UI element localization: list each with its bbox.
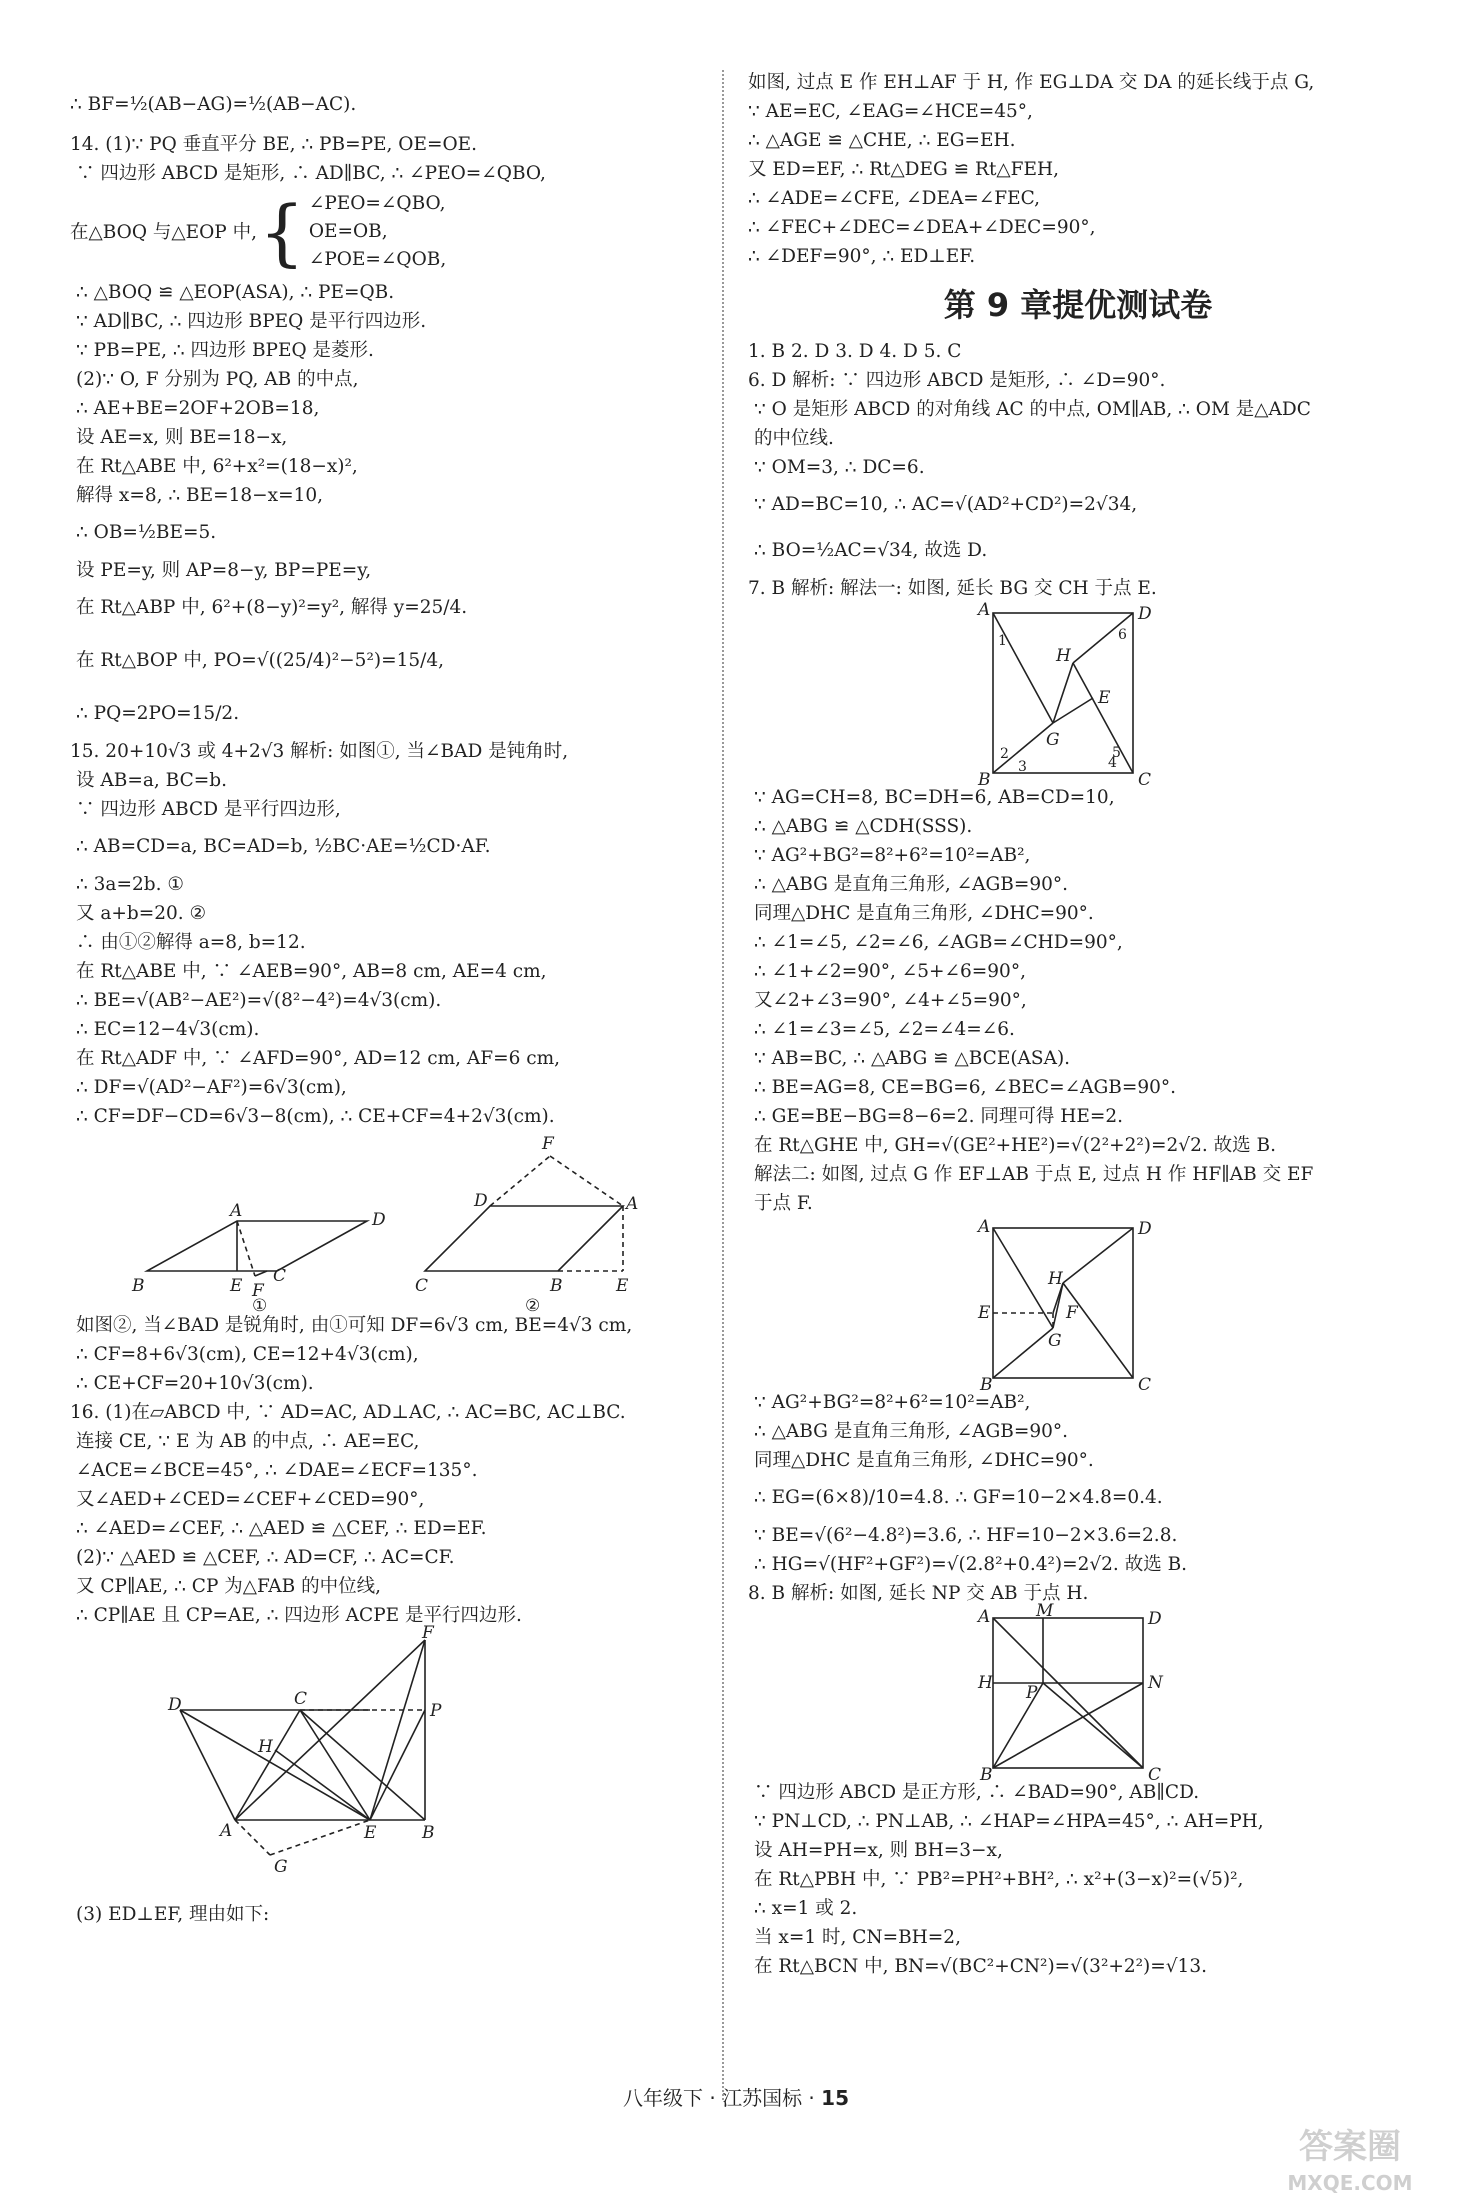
fig-label: 5 <box>1112 745 1121 761</box>
fig-label: E <box>230 1276 243 1296</box>
text-line: ∵ BE=√(6²−4.8²)=3.6, ∴ HF=10−2×3.6=2.8. <box>754 1525 1178 1546</box>
text-line: ∴ 由①②解得 a=8, b=12. <box>76 932 306 953</box>
fig-label: A <box>978 600 991 620</box>
answers-1-5: 1. B 2. D 3. D 4. D 5. C <box>748 341 962 362</box>
fig-label: G <box>1048 1331 1062 1351</box>
text-line: ∴ △ABG 是直角三角形, ∠AGB=90°. <box>754 1421 1069 1442</box>
text-line: 连接 CE, ∵ E 为 AB 的中点, ∴ AE=EC, <box>76 1431 420 1452</box>
fig-label: B <box>980 1375 993 1395</box>
text-line: ∴ CP∥AE 且 CP=AE, ∴ 四边形 ACPE 是平行四边形. <box>76 1605 522 1626</box>
text-line: 在 Rt△ABE 中, ∵ ∠AEB=90°, AB=8 cm, AE=4 cm, <box>76 961 547 982</box>
brace-row: OE=OB, <box>308 221 388 242</box>
text-line: 又 ED=EF, ∴ Rt△DEG ≌ Rt△FEH, <box>748 159 1060 180</box>
fig-label: F <box>542 1134 554 1154</box>
figure-7a <box>748 600 1408 790</box>
text-line: ∠ACE=∠BCE=45°, ∴ ∠DAE=∠ECF=135°. <box>76 1460 478 1481</box>
text-line: ∴ △AGE ≌ △CHE, ∴ EG=EH. <box>748 130 1016 151</box>
fig-label: G <box>1046 730 1060 750</box>
watermark-logo <box>1250 2118 1450 2198</box>
fig-label: P <box>430 1701 442 1721</box>
fig-label: C <box>415 1276 429 1296</box>
question-8: 8. B 解析: 如图, 延长 NP 交 AB 于点 H. <box>748 1583 1089 1604</box>
text-line: 设 AE=x, 则 BE=18−x, <box>76 427 288 448</box>
fig-label: B <box>550 1276 563 1296</box>
text-line: ∵ 四边形 ABCD 是平行四边形, <box>76 799 341 820</box>
text-line: ∵ AG²+BG²=8²+6²=10²=AB², <box>754 1392 1031 1413</box>
text-line: ∵ AB=BC, ∴ △ABG ≌ △BCE(ASA). <box>754 1048 1071 1069</box>
text-line: ∴ ∠FEC+∠DEC=∠DEA+∠DEC=90°, <box>748 217 1096 238</box>
text-line: ∴ ∠1=∠5, ∠2=∠6, ∠AGB=∠CHD=90°, <box>754 932 1123 953</box>
fig-label: F <box>252 1281 264 1301</box>
text-line: ∴ ∠AED=∠CEF, ∴ △AED ≌ △CEF, ∴ ED=EF. <box>76 1518 487 1539</box>
fig-label: 3 <box>1018 759 1027 775</box>
text-line: ∵ AG²+BG²=8²+6²=10²=AB², <box>754 845 1031 866</box>
text-line: ∴ CE+CF=20+10√3(cm). <box>76 1373 314 1394</box>
text-line: ∴ EC=12−4√3(cm). <box>76 1019 260 1040</box>
fig-label: D <box>372 1210 386 1230</box>
fig-label: E <box>1098 688 1111 708</box>
text-line: 在 Rt△ABP 中, 6²+(8−y)²=y², 解得 y=25/4. <box>76 597 468 618</box>
text-line: 于点 F. <box>754 1193 813 1214</box>
text-line: 又∠2+∠3=90°, ∠4+∠5=90°, <box>754 990 1027 1011</box>
fig-label: ① <box>252 1296 268 1316</box>
fig-label: B <box>422 1823 435 1843</box>
text-line: ∴ OB=½BE=5. <box>76 522 217 543</box>
text-line: (3) ED⊥EF, 理由如下: <box>76 1904 270 1925</box>
fig-label: C <box>294 1689 308 1709</box>
text-line: 如图②, 当∠BAD 是锐角时, 由①可知 DF=6√3 cm, BE=4√3 cm, <box>76 1315 633 1336</box>
fig-label: D <box>1138 1219 1152 1239</box>
text-line: 在 Rt△BOP 中, PO=√((25/4)²−5²)=15/4, <box>76 650 445 671</box>
text-line: ∴ BE=AG=8, CE=BG=6, ∠BEC=∠AGB=90°. <box>754 1077 1176 1098</box>
text-line: 在 Rt△GHE 中, GH=√(GE²+HE²)=√(2²+2²)=2√2. 故选 B. <box>754 1135 1276 1156</box>
page-footer <box>0 2082 1472 2111</box>
text-line: 当 x=1 时, CN=BH=2, <box>754 1927 961 1948</box>
fig-label: C <box>1148 1765 1162 1785</box>
text-line: 设 AH=PH=x, 则 BH=3−x, <box>754 1840 1003 1861</box>
question-6: 6. D 解析: ∵ 四边形 ABCD 是矩形, ∴ ∠D=90°. <box>748 370 1166 391</box>
fig-label: D <box>1138 604 1152 624</box>
text-line: 又 CP∥AE, ∴ CP 为△FAB 的中位线, <box>76 1576 381 1597</box>
fig-label: D <box>168 1695 182 1715</box>
text-line: ∴ BE=√(AB²−AE²)=√(8²−4²)=4√3(cm). <box>76 990 442 1011</box>
text-line: ∵ PB=PE, ∴ 四边形 BPEQ 是菱形. <box>76 340 374 361</box>
text-line: ∴ △ABG 是直角三角形, ∠AGB=90°. <box>754 874 1069 895</box>
chapter-title: 第 9 章提优测试卷 <box>943 286 1213 324</box>
text-line: ∴ AE+BE=2OF+2OB=18, <box>76 398 320 419</box>
fig-label: H <box>1056 646 1071 666</box>
text-line: 同理△DHC 是直角三角形, ∠DHC=90°. <box>754 1450 1094 1471</box>
fig-label: P <box>1026 1683 1038 1703</box>
fig-label: D <box>1148 1609 1162 1629</box>
fig-label: 1 <box>998 633 1007 649</box>
text-line: ∴ CF=DF−CD=6√3−8(cm), ∴ CE+CF=4+2√3(cm). <box>76 1106 555 1127</box>
text-line: ∴ BO=½AC=√34, 故选 D. <box>754 540 988 561</box>
text-line: ∵ AD=BC=10, ∴ AC=√(AD²+CD²)=2√34, <box>754 494 1138 515</box>
brace-symbol: { <box>259 190 305 274</box>
text-line: ∴ ∠ADE=∠CFE, ∠DEA=∠FEC, <box>748 188 1041 209</box>
brace-row: ∠PEO=∠QBO, <box>308 193 446 214</box>
question-16: 16. (1)在▱ABCD 中, ∵ AD=AC, AD⊥AC, ∴ AC=BC, AC⊥BC. <box>70 1402 626 1423</box>
text-line: ∴ BF=½(AB−AG)=½(AB−AC). <box>70 94 357 115</box>
text-line: ∴ ∠1=∠3=∠5, ∠2=∠4=∠6. <box>754 1019 1015 1040</box>
text-line: ∴ PQ=2PO=15/2. <box>76 703 240 724</box>
text-line: ∴ DF=√(AD²−AF²)=6√3(cm), <box>76 1077 347 1098</box>
text-line: 在 Rt△BCN 中, BN=√(BC²+CN²)=√(3²+2²)=√13. <box>754 1956 1207 1977</box>
fig-label: F <box>422 1623 434 1643</box>
fig-label: C <box>1138 1375 1152 1395</box>
fig-label: E <box>978 1303 991 1323</box>
text-line: ∴ ∠DEF=90°, ∴ ED⊥EF. <box>748 246 976 267</box>
page-number: 15 <box>821 2086 849 2110</box>
fig-label: H <box>258 1737 273 1757</box>
text-line: 如图, 过点 E 作 EH⊥AF 于 H, 作 EG⊥DA 交 DA 的延长线于点 G, <box>748 72 1315 93</box>
fig-label: B <box>132 1276 145 1296</box>
text-line: ∴ HG=√(HF²+GF²)=√(2.8²+0.4²)=2√2. 故选 B. <box>754 1554 1188 1575</box>
text-line: ∴ 3a=2b. ① <box>76 874 184 895</box>
text-line: ∵ 四边形 ABCD 是矩形, ∴ AD∥BC, ∴ ∠PEO=∠QBO, <box>76 163 546 184</box>
text-line: 在 Rt△ABE 中, 6²+x²=(18−x)², <box>76 456 358 477</box>
figure-15 <box>70 1131 639 1316</box>
brace-rows <box>309 190 446 274</box>
figure-16 <box>70 1623 630 1900</box>
fig-label: 6 <box>1118 627 1127 643</box>
text-line: ∴ EG=(6×8)/10=4.8. ∴ GF=10−2×4.8=0.4. <box>754 1487 1163 1508</box>
fig-label: E <box>364 1823 377 1843</box>
fig-label: 4 <box>1108 755 1117 771</box>
fig-label: 2 <box>1000 746 1009 762</box>
fig-label: B <box>978 770 991 790</box>
text-line: ∵ OM=3, ∴ DC=6. <box>754 457 925 478</box>
text-line: ∵ O 是矩形 ABCD 的对角线 AC 的中点, OM∥AB, ∴ OM 是△ADC <box>754 399 1311 420</box>
fig-label: D <box>474 1191 488 1211</box>
fig-label: H <box>1048 1269 1063 1289</box>
text-line: 同理△DHC 是直角三角形, ∠DHC=90°. <box>754 903 1094 924</box>
left-column <box>70 80 710 1929</box>
brace-system-14 <box>70 190 710 274</box>
fig-label: A <box>978 1607 991 1627</box>
text-line: ∴ GE=BE−BG=8−6=2. 同理可得 HE=2. <box>754 1106 1123 1127</box>
text-line: (2)∵ O, F 分别为 PQ, AB 的中点, <box>76 369 359 390</box>
text-line: 在 Rt△PBH 中, ∵ PB²=PH²+BH², ∴ x²+(3−x)²=(√5)², <box>754 1869 1244 1890</box>
text-line: 在 Rt△ADF 中, ∵ ∠AFD=90°, AD=12 cm, AF=6 cm, <box>76 1048 561 1069</box>
footer-text: 八年级下 · 江苏国标 · <box>623 2086 822 2110</box>
fig-label: F <box>1066 1303 1078 1323</box>
text-line: (2)∵ △AED ≌ △CEF, ∴ AD=CF, ∴ AC=CF. <box>76 1547 455 1568</box>
text-line: ∴ AB=CD=a, BC=AD=b, ½BC·AE=½CD·AF. <box>76 836 491 857</box>
text-line: ∵ 四边形 ABCD 是正方形, ∴ ∠BAD=90°, AB∥CD. <box>754 1782 1200 1803</box>
fig-label: E <box>616 1276 629 1296</box>
text-line: ∴ CF=8+6√3(cm), CE=12+4√3(cm), <box>76 1344 419 1365</box>
text-line: ∴ ∠1+∠2=90°, ∠5+∠6=90°, <box>754 961 1026 982</box>
watermark-line1: 答案圈 <box>1299 2127 1401 2167</box>
fig-label: B <box>980 1765 993 1785</box>
text-line: ∴ △ABG ≌ △CDH(SSS). <box>754 816 973 837</box>
fig-label: C <box>1138 770 1152 790</box>
fig-label: A <box>230 1201 243 1221</box>
text-line: 又 a+b=20. ② <box>76 903 207 924</box>
column-divider <box>722 70 724 2100</box>
text-line: ∵ AD∥BC, ∴ 四边形 BPEQ 是平行四边形. <box>76 311 427 332</box>
text-line: 解得 x=8, ∴ BE=18−x=10, <box>76 485 323 506</box>
text-line: ∴ △BOQ ≌ △EOP(ASA), ∴ PE=QB. <box>76 282 395 303</box>
figure-7b <box>748 1217 1408 1395</box>
text-line: 又∠AED+∠CED=∠CEF+∠CED=90°, <box>76 1489 425 1510</box>
text-line: 解法二: 如图, 过点 G 作 EF⊥AB 于点 E, 过点 H 作 HF∥AB 交 EF <box>754 1164 1314 1185</box>
text-line: ∵ AG=CH=8, BC=DH=6, AB=CD=10, <box>754 787 1115 808</box>
text-line: 的中位线. <box>754 428 834 449</box>
text-line: 设 AB=a, BC=b. <box>76 770 227 791</box>
fig-label: A <box>978 1217 991 1237</box>
fig-label: A <box>220 1821 233 1841</box>
text-line: ∴ x=1 或 2. <box>754 1898 858 1919</box>
figure-8 <box>748 1601 1408 1785</box>
question-15: 15. 20+10√3 或 4+2√3 解析: 如图①, 当∠BAD 是钝角时, <box>70 741 569 762</box>
question-14: 14. (1)∵ PQ 垂直平分 BE, ∴ PB=PE, OE=OE. <box>70 134 478 155</box>
fig-label: H <box>978 1673 993 1693</box>
fig-label: N <box>1148 1673 1163 1693</box>
brace-intro: 在△BOQ 与△EOP 中, <box>70 221 257 243</box>
text-line: 设 PE=y, 则 AP=8−y, BP=PE=y, <box>76 560 372 581</box>
fig-label: ② <box>525 1296 541 1316</box>
right-column <box>748 68 1408 1981</box>
fig-label: G <box>274 1857 288 1877</box>
question-7: 7. B 解析: 解法一: 如图, 延长 BG 交 CH 于点 E. <box>748 578 1157 599</box>
fig-label: C <box>273 1266 287 1286</box>
text-line: ∵ PN⊥CD, ∴ PN⊥AB, ∴ ∠HAP=∠HPA=45°, ∴ AH=PH, <box>754 1811 1264 1832</box>
brace-row: ∠POE=∠QOB, <box>308 249 447 270</box>
fig-label: A <box>626 1194 639 1214</box>
fig-label: M <box>1036 1601 1054 1621</box>
watermark-line2: MXQE.COM <box>1287 2171 1413 2195</box>
text-line: ∵ AE=EC, ∠EAG=∠HCE=45°, <box>748 101 1033 122</box>
